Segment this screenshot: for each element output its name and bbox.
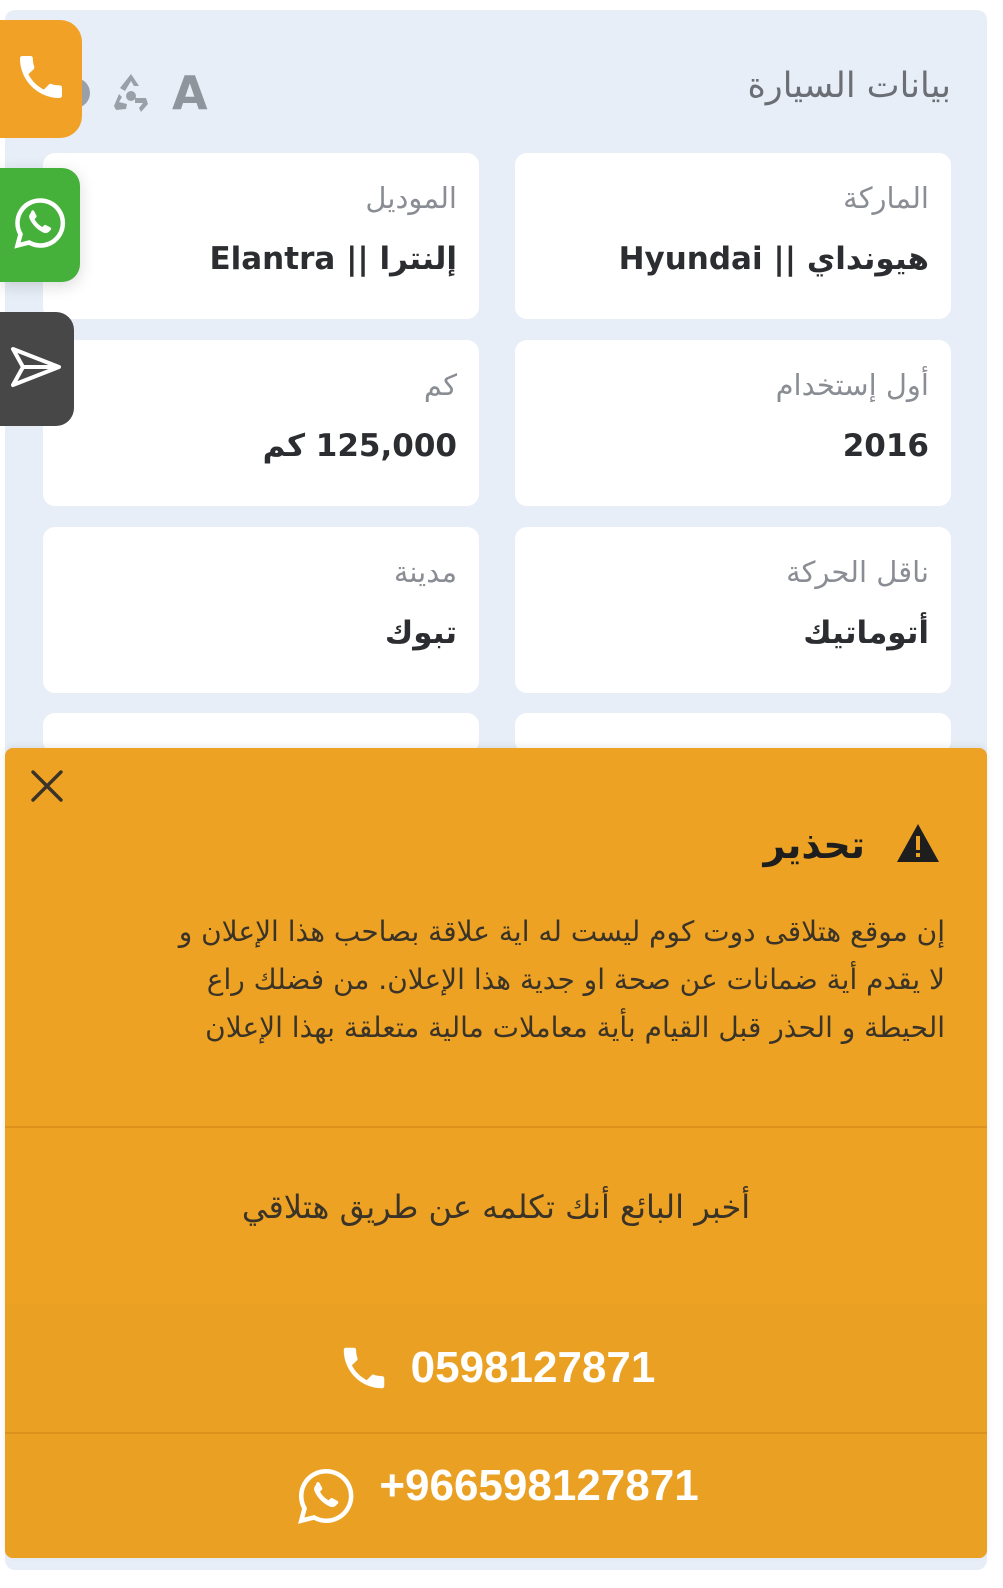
card-label: الموديل (365, 181, 457, 215)
section-title: بيانات السيارة (747, 66, 951, 106)
whatsapp-icon (293, 1463, 359, 1529)
warning-line: لا يقدم أية ضمانات عن صحة او جدية هذا الإعلان. من فضلك راع (206, 963, 945, 996)
card-model (43, 153, 479, 319)
card-value: تبوك (384, 615, 457, 651)
card-label: مدينة (393, 555, 457, 589)
floating-share-button[interactable] (0, 312, 74, 426)
card-value: إلنترا || Elantra (209, 241, 457, 277)
card-transmission (515, 527, 951, 693)
recycle-icon[interactable] (108, 70, 154, 116)
warning-line: إن موقع هتلاقى دوت كوم ليست له اية علاقة بصاحب هذا الإعلان و (178, 915, 945, 948)
share-icon (9, 339, 65, 399)
warning-line: الحيطة و الحذر قبل القيام بأية معاملات مالية متعلقة بهذا الإعلان (205, 1011, 945, 1044)
card-label: ناقل الحركة (786, 555, 929, 589)
warning-modal (5, 748, 987, 1558)
divider (5, 1126, 987, 1128)
close-button[interactable] (27, 766, 67, 806)
card-partial (43, 713, 479, 753)
card-partial (515, 713, 951, 753)
card-label: كم (423, 368, 457, 402)
card-value: هيونداي || Hyundai (618, 241, 929, 277)
warning-title: تحذير (763, 823, 865, 867)
toolbar (72, 58, 208, 128)
card-mileage (43, 340, 479, 506)
card-value: 2016 (842, 428, 929, 464)
close-icon (27, 791, 67, 810)
call-seller-button[interactable] (5, 1304, 987, 1432)
card-first-use (515, 340, 951, 506)
whatsapp-seller-button[interactable] (5, 1434, 987, 1558)
warning-header (763, 822, 941, 868)
phone-icon (337, 1341, 391, 1395)
phone-icon (13, 49, 69, 109)
warning-text (65, 908, 945, 1052)
whatsapp-icon (10, 193, 70, 257)
card-value: أتوماتيك (803, 615, 929, 651)
card-brand (515, 153, 951, 319)
card-value: 125,000 كم (262, 428, 457, 464)
floating-whatsapp-button[interactable] (0, 168, 80, 282)
card-label: الماركة (843, 181, 929, 215)
phone-number: 0598127871 (410, 1343, 656, 1392)
card-label: أول إستخدام (775, 368, 929, 402)
font-size-icon[interactable]: A (172, 66, 208, 120)
floating-call-button[interactable] (0, 20, 82, 138)
tell-seller-text: أخبر البائع أنك تكلمه عن طريق هتلاقي (241, 1188, 751, 1226)
card-city (43, 527, 479, 693)
whatsapp-number: +966598127871 (379, 1461, 699, 1510)
warning-icon (895, 822, 941, 868)
